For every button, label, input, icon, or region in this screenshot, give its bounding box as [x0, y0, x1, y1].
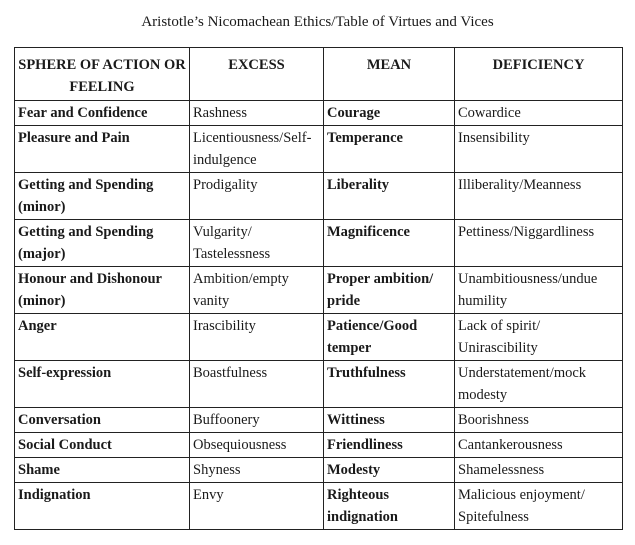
header-row	[15, 48, 623, 101]
deficiency-cell: Pettiness/Niggardliness	[455, 220, 623, 267]
sphere-cell: Fear and Confidence	[15, 101, 190, 126]
mean-cell: Righteous indignation	[324, 483, 455, 530]
table-row	[15, 433, 623, 458]
excess-cell: Shyness	[190, 458, 324, 483]
mean-cell: Proper ambition/ pride	[324, 267, 455, 314]
excess-cell: Buffoonery	[190, 408, 324, 433]
deficiency-cell: Illiberality/Meanness	[455, 173, 623, 220]
mean-cell: Wittiness	[324, 408, 455, 433]
deficiency-cell: Malicious enjoyment/ Spitefulness	[455, 483, 623, 530]
table-row	[15, 126, 623, 173]
deficiency-cell: Insensibility	[455, 126, 623, 173]
table-row	[15, 408, 623, 433]
deficiency-cell: Shamelessness	[455, 458, 623, 483]
virtues-vices-table	[14, 47, 623, 530]
table-row	[15, 101, 623, 126]
table-row	[15, 458, 623, 483]
header-excess: EXCESS	[190, 48, 324, 101]
header-mean: MEAN	[324, 48, 455, 101]
deficiency-cell: Cantankerousness	[455, 433, 623, 458]
mean-cell: Modesty	[324, 458, 455, 483]
table-row	[15, 314, 623, 361]
mean-cell: Liberality	[324, 173, 455, 220]
mean-cell: Temperance	[324, 126, 455, 173]
sphere-cell: Getting and Spending (minor)	[15, 173, 190, 220]
mean-cell: Courage	[324, 101, 455, 126]
sphere-cell: Pleasure and Pain	[15, 126, 190, 173]
sphere-cell: Getting and Spending (major)	[15, 220, 190, 267]
excess-cell: Licentiousness/Self-indulgence	[190, 126, 324, 173]
sphere-cell: Self-expression	[15, 361, 190, 408]
excess-cell: Boastfulness	[190, 361, 324, 408]
mean-cell: Patience/Good temper	[324, 314, 455, 361]
excess-cell: Prodigality	[190, 173, 324, 220]
header-sphere: SPHERE OF ACTION OR FEELING	[15, 48, 190, 101]
deficiency-cell: Boorishness	[455, 408, 623, 433]
sphere-cell: Honour and Dishonour (minor)	[15, 267, 190, 314]
deficiency-cell: Unambitiousness/undue humility	[455, 267, 623, 314]
table-row	[15, 361, 623, 408]
mean-cell: Magnificence	[324, 220, 455, 267]
excess-cell: Irascibility	[190, 314, 324, 361]
sphere-cell: Social Conduct	[15, 433, 190, 458]
excess-cell: Rashness	[190, 101, 324, 126]
table-row	[15, 267, 623, 314]
deficiency-cell: Understatement/mock modesty	[455, 361, 623, 408]
excess-cell: Obsequiousness	[190, 433, 324, 458]
sphere-cell: Conversation	[15, 408, 190, 433]
sphere-cell: Anger	[15, 314, 190, 361]
table-title: Aristotle’s Nicomachean Ethics/Table of Virtues and Vices	[141, 14, 494, 30]
deficiency-cell: Lack of spirit/ Unirascibility	[455, 314, 623, 361]
excess-cell: Ambition/empty vanity	[190, 267, 324, 314]
header-deficiency: DEFICIENCY	[455, 48, 623, 101]
excess-cell: Vulgarity/ Tastelessness	[190, 220, 324, 267]
table-row	[15, 220, 623, 267]
table-row	[15, 173, 623, 220]
deficiency-cell: Cowardice	[455, 101, 623, 126]
mean-cell: Truthfulness	[324, 361, 455, 408]
table-row	[15, 483, 623, 530]
mean-cell: Friendliness	[324, 433, 455, 458]
excess-cell: Envy	[190, 483, 324, 530]
sphere-cell: Shame	[15, 458, 190, 483]
sphere-cell: Indignation	[15, 483, 190, 530]
